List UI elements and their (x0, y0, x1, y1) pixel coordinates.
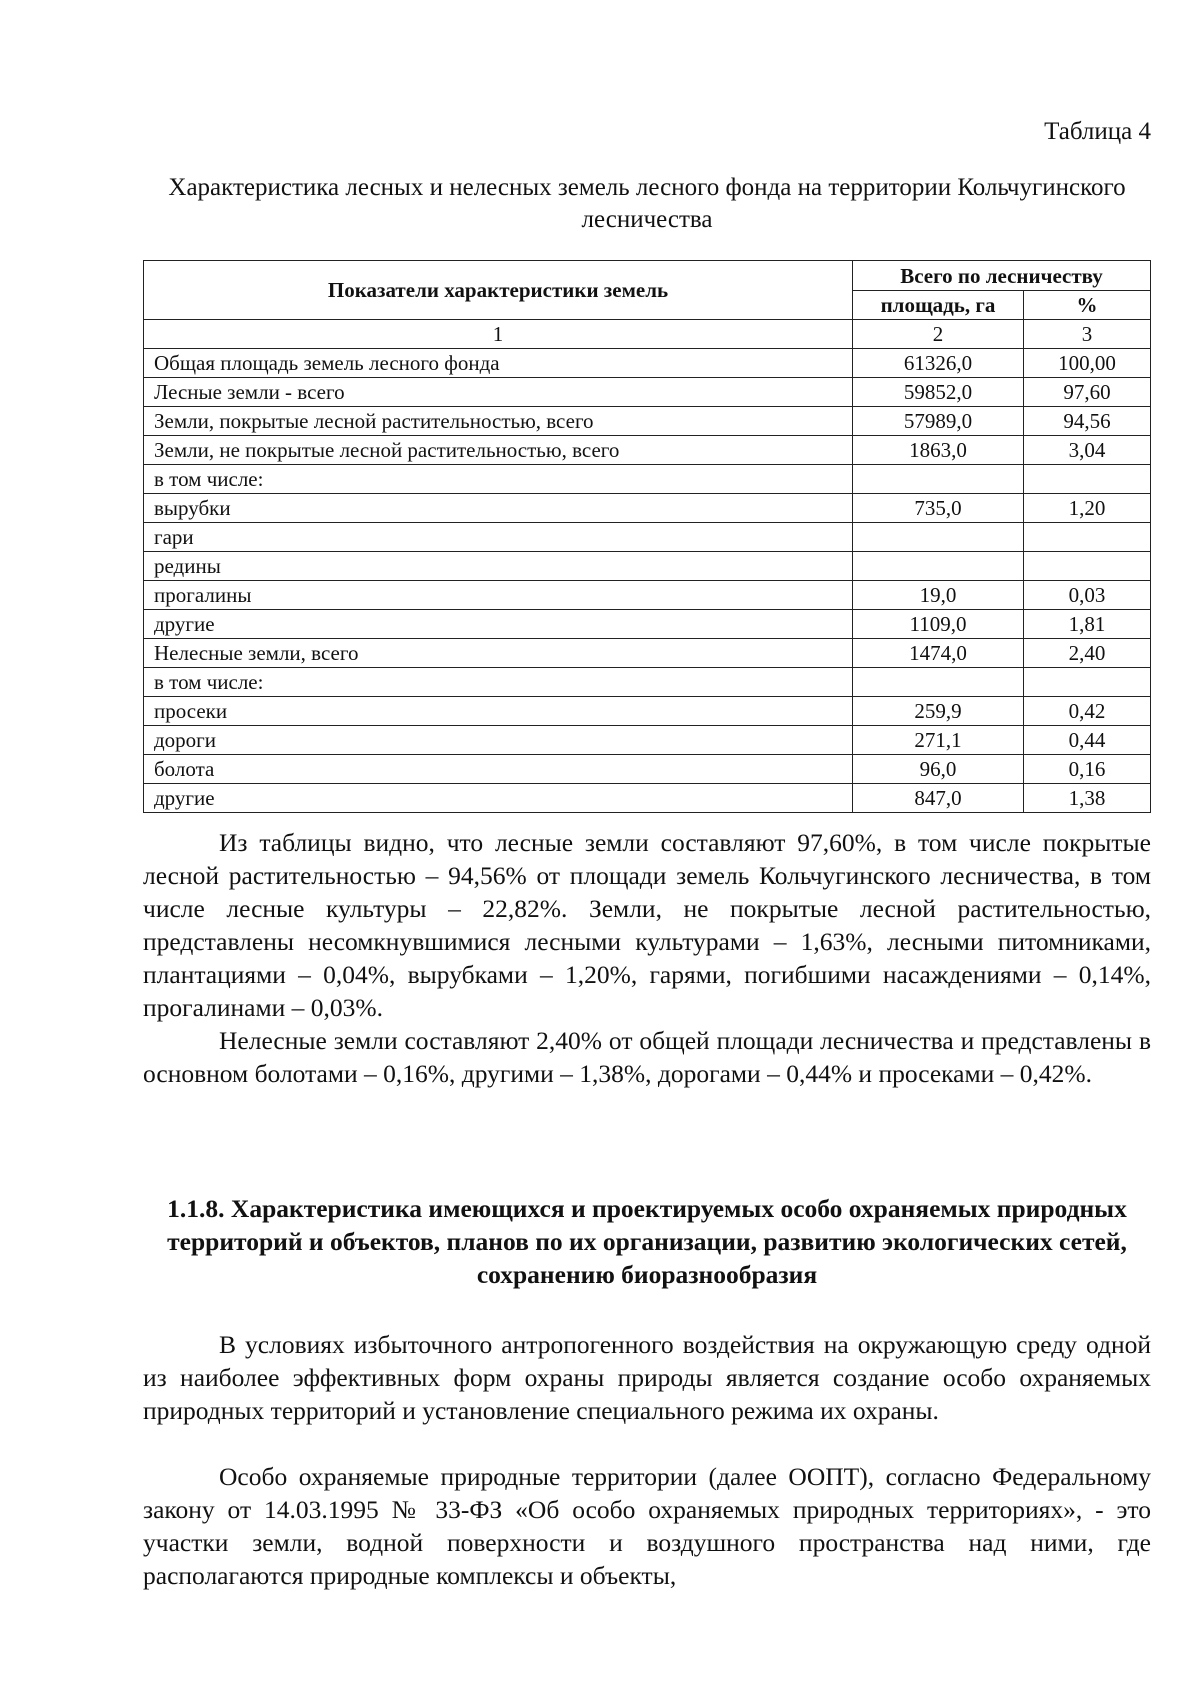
table-row (144, 436, 1151, 465)
column-number: 2 (853, 320, 1024, 349)
paragraph-protected-areas-definition: Особо охраняемые природные территории (далее ООПТ), согласно Федеральному закону от 14.03.1995 № 33-ФЗ «Об особо охраняемых природных территориях», - это участки земли, водной поверхности и воздушного пространства над ними, где располагаются природные комплексы и объекты, (143, 1462, 1151, 1590)
row-label: Нелесные земли, всего (144, 639, 853, 668)
row-area: 19,0 (853, 581, 1024, 610)
row-label: другие (144, 610, 853, 639)
row-label: в том числе: (144, 668, 853, 697)
table-row (144, 610, 1151, 639)
row-percent: 0,03 (1024, 581, 1151, 610)
row-percent: 94,56 (1024, 407, 1151, 436)
row-label: вырубки (144, 494, 853, 523)
row-label: дороги (144, 726, 853, 755)
row-area: 259,9 (853, 697, 1024, 726)
section-heading: 1.1.8. Характеристика имеющихся и проектируемых особо охраняемых природных территорий и объектов, планов по их организации, развитию экологических сетей, сохранению биоразнообразия (167, 1194, 1127, 1289)
row-percent: 97,60 (1024, 378, 1151, 407)
row-percent: 0,16 (1024, 755, 1151, 784)
land-characteristics-table (143, 260, 1151, 813)
column-number: 3 (1024, 320, 1151, 349)
row-label: Лесные земли - всего (144, 378, 853, 407)
row-area (853, 523, 1024, 552)
row-area: 61326,0 (853, 349, 1024, 378)
paragraph-protected-areas-intro: В условиях избыточного антропогенного воздействия на окружающую среду одной из наиболее эффективных форм охраны природы является создание особо охраняемых природных территорий и установление специального режима их охраны. (143, 1330, 1151, 1425)
row-label: просеки (144, 697, 853, 726)
table-row (144, 697, 1151, 726)
row-area: 1109,0 (853, 610, 1024, 639)
table-row (144, 726, 1151, 755)
column-number: 1 (144, 320, 853, 349)
row-area: 735,0 (853, 494, 1024, 523)
row-label: в том числе: (144, 465, 853, 494)
table-row (144, 407, 1151, 436)
table-row (144, 494, 1151, 523)
header-area: площадь, га (853, 291, 1024, 320)
row-label: Земли, покрытые лесной растительностью, всего (144, 407, 853, 436)
table-label: Таблица 4 (1044, 118, 1151, 145)
table-row (144, 552, 1151, 581)
row-area: 271,1 (853, 726, 1024, 755)
row-percent (1024, 523, 1151, 552)
row-percent: 2,40 (1024, 639, 1151, 668)
row-area: 59852,0 (853, 378, 1024, 407)
row-label: болота (144, 755, 853, 784)
row-percent: 0,44 (1024, 726, 1151, 755)
row-percent: 3,04 (1024, 436, 1151, 465)
row-label: редины (144, 552, 853, 581)
row-area: 1863,0 (853, 436, 1024, 465)
row-label: другие (144, 784, 853, 813)
table-row (144, 784, 1151, 813)
row-label: прогалины (144, 581, 853, 610)
row-percent: 1,81 (1024, 610, 1151, 639)
table-row (144, 523, 1151, 552)
row-area: 847,0 (853, 784, 1024, 813)
row-percent (1024, 668, 1151, 697)
table-row (144, 668, 1151, 697)
row-label: Земли, не покрытые лесной растительностью, всего (144, 436, 853, 465)
row-label: Общая площадь земель лесного фонда (144, 349, 853, 378)
row-percent: 1,20 (1024, 494, 1151, 523)
row-area (853, 552, 1024, 581)
column-numbers-row (144, 320, 1151, 349)
table-row (144, 465, 1151, 494)
row-label: гари (144, 523, 853, 552)
table-row (144, 581, 1151, 610)
row-percent: 100,00 (1024, 349, 1151, 378)
row-area: 57989,0 (853, 407, 1024, 436)
row-area: 96,0 (853, 755, 1024, 784)
table-header-row (144, 261, 1151, 291)
table-row (144, 378, 1151, 407)
row-percent: 0,42 (1024, 697, 1151, 726)
row-percent (1024, 552, 1151, 581)
header-indicator: Показатели характеристики земель (144, 261, 853, 320)
row-area (853, 465, 1024, 494)
table-title: Характеристика лесных и нелесных земель лесного фонда на территории Кольчугинского лесничества (168, 174, 1126, 233)
paragraph-land-share: Из таблицы видно, что лесные земли составляют 97,60%, в том числе покрытые лесной растительностью – 94,56% от площади земель Кольчугинского лесничества, в том числе лесные культуры – 22,82%. Земли, не покрытые лесной растительностью, представлены несомкнувшимися лесными культурами – 1,63%, лесными питомниками, плантациями – 0,04%, вырубками – 1,20%, гарями, погибшими насаждениями – 0,14%, прогалинами – 0,03%. (143, 828, 1151, 1022)
table-row (144, 639, 1151, 668)
header-percent: % (1024, 291, 1151, 320)
paragraph-nonforest: Нелесные земли составляют 2,40% от общей площади лесничества и представлены в основном болотами – 0,16%, другими – 1,38%, дорогами – 0,44% и просеками – 0,42%. (143, 1026, 1151, 1088)
header-group: Всего по лесничеству (853, 261, 1151, 291)
row-percent: 1,38 (1024, 784, 1151, 813)
row-area (853, 668, 1024, 697)
row-area: 1474,0 (853, 639, 1024, 668)
table-row (144, 349, 1151, 378)
row-percent (1024, 465, 1151, 494)
table-row (144, 755, 1151, 784)
